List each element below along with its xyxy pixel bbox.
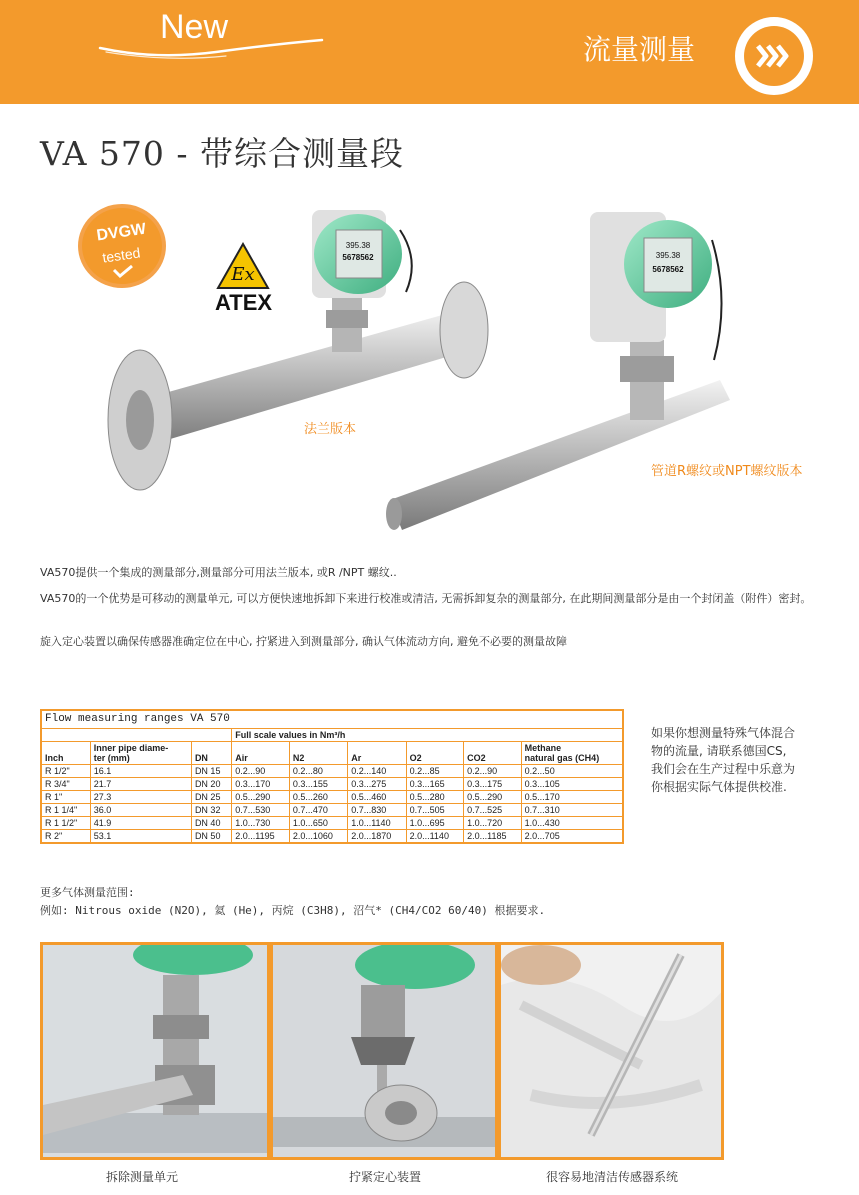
table-cell: 0.7...310 <box>521 803 623 816</box>
photo-centering-device <box>270 942 498 1160</box>
table-caption: Flow measuring ranges VA 570 <box>41 710 623 728</box>
table-cell: 41.9 <box>90 816 191 829</box>
table-row <box>41 777 623 790</box>
table-cell: 1.0...695 <box>406 816 464 829</box>
table-cell: R 1 1/2" <box>41 816 90 829</box>
atex-symbol: Ex <box>231 264 255 285</box>
table-cell: 0.7...530 <box>232 803 290 816</box>
table-column-header: Inch <box>41 741 90 764</box>
table-cell: DN 40 <box>191 816 231 829</box>
table-cell: 1.0...1140 <box>348 816 406 829</box>
table-cell: 0.2...140 <box>348 764 406 777</box>
description-paragraph: VA570提供一个集成的测量部分,测量部分可用法兰版本, 或R /NPT 螺纹.. <box>40 566 397 579</box>
new-badge-text: New <box>160 8 229 46</box>
table-cell: 0.7...830 <box>348 803 406 816</box>
page-header <box>0 0 859 104</box>
table-cell: 0.3...155 <box>289 777 347 790</box>
table-column-header: N2 <box>289 741 347 764</box>
table-cell: R 1 1/4" <box>41 803 90 816</box>
flange-display-line1: 395.38 <box>345 241 371 250</box>
table-cell: R 1" <box>41 790 90 803</box>
table-cell: 1.0...430 <box>521 816 623 829</box>
photo-clean-sensor <box>498 942 724 1160</box>
table-cell: DN 20 <box>191 777 231 790</box>
thread-display-line2: 5678562 <box>652 265 684 274</box>
table-cell: 53.1 <box>90 829 191 843</box>
photo-remove-unit <box>40 942 270 1160</box>
table-row <box>41 790 623 803</box>
chevron-forward-icon[interactable] <box>735 17 813 95</box>
table-cell: 21.7 <box>90 777 191 790</box>
table-column-header: Air <box>232 741 290 764</box>
table-column-header: DN <box>191 741 231 764</box>
table-cell: DN 50 <box>191 829 231 843</box>
table-cell: 1.0...720 <box>464 816 522 829</box>
table-cell: DN 25 <box>191 790 231 803</box>
table-full-scale-label: Full scale values in Nm³/h <box>232 728 623 741</box>
table-cell: 0.3...275 <box>348 777 406 790</box>
table-cell: 0.5...460 <box>348 790 406 803</box>
table-cell: 27.3 <box>90 790 191 803</box>
table-cell: R 3/4" <box>41 777 90 790</box>
table-cell: 0.2...90 <box>464 764 522 777</box>
table-cell: 0.5...290 <box>464 790 522 803</box>
table-row <box>41 829 623 843</box>
section-title: 流量测量 <box>583 33 696 66</box>
table-cell: 0.5...170 <box>521 790 623 803</box>
description-paragraph: 旋入定心装置以确保传感器准确定位在中心, 拧紧进入到测量部分, 确认气体流动方向, 避免不必要的测量故障 <box>40 635 567 648</box>
table-cell: R 1/2" <box>41 764 90 777</box>
more-gases-heading: 更多气体测量范围: <box>40 886 135 899</box>
table-cell: 0.2...85 <box>406 764 464 777</box>
table-column-header: Methane natural gas (CH4) <box>521 741 623 764</box>
description-paragraph: VA570的一个优势是可移动的测量单元, 可以方便快速地拆卸下来进行校准或清洁, 无需拆卸复杂的测量部分, 在此期间测量部分是由一个封闭盖（附件）密封。 <box>40 592 812 605</box>
table-cell: 0.2...50 <box>521 764 623 777</box>
table-cell: 0.5...280 <box>406 790 464 803</box>
flange-caption: 法兰版本 <box>304 422 357 437</box>
table-cell: 2.0...1195 <box>232 829 290 843</box>
flow-range-table <box>40 709 624 844</box>
table-cell: 0.3...105 <box>521 777 623 790</box>
table-cell: DN 32 <box>191 803 231 816</box>
product-illustration <box>40 190 830 550</box>
flange-display-line2: 5678562 <box>342 253 374 262</box>
more-gases <box>40 884 545 920</box>
thread-display-line1: 395.38 <box>655 251 681 260</box>
more-gases-example: 例如: Nitrous oxide (N2O), 氦 (He), 丙烷 (C3H8), 沼气* (CH4/CO2 60/40) 根据要求. <box>40 904 546 917</box>
table-cell: 0.7...470 <box>289 803 347 816</box>
table-cell: 2.0...1060 <box>289 829 347 843</box>
table-cell: 1.0...730 <box>232 816 290 829</box>
table-cell: 0.3...170 <box>232 777 290 790</box>
photo-caption: 拆除测量单元 <box>106 1170 179 1184</box>
table-cell: 0.3...175 <box>464 777 522 790</box>
special-gas-note: 如果你想测量特殊气体混合物的流量, 请联系德国CS, 我们会在生产过程中乐意为你根据实际气体提供校准. <box>651 726 796 794</box>
atex-label: ATEX <box>215 290 273 315</box>
table-cell: 0.7...505 <box>406 803 464 816</box>
table-column-header: Ar <box>348 741 406 764</box>
table-row <box>41 803 623 816</box>
dvgw-tested-label: tested <box>101 244 142 266</box>
table-cell: 1.0...650 <box>289 816 347 829</box>
table-cell: 0.2...90 <box>232 764 290 777</box>
photo-caption: 拧紧定心装置 <box>349 1170 422 1184</box>
table-body <box>41 764 623 843</box>
table-column-header: CO2 <box>464 741 522 764</box>
dvgw-label: DVGW <box>95 220 148 245</box>
table-cell: 16.1 <box>90 764 191 777</box>
table-band-empty <box>41 728 232 741</box>
table-cell: 0.5...260 <box>289 790 347 803</box>
table-header-row <box>41 741 623 764</box>
table-column-header: Inner pipe diame- ter (mm) <box>90 741 191 764</box>
thread-caption: 管道R螺纹或NPT螺纹版本 <box>651 464 803 479</box>
table-cell: DN 15 <box>191 764 231 777</box>
table-row <box>41 816 623 829</box>
thread-version-meter <box>380 200 820 540</box>
table-cell: 2.0...1185 <box>464 829 522 843</box>
page-title: VA 570 - 带综合测量段 <box>40 134 405 173</box>
table-column-header: O2 <box>406 741 464 764</box>
table-cell: 2.0...1140 <box>406 829 464 843</box>
photo-caption: 很容易地清洁传感器系统 <box>546 1170 679 1184</box>
table-row <box>41 764 623 777</box>
table-cell: 0.7...525 <box>464 803 522 816</box>
table-cell: 0.3...165 <box>406 777 464 790</box>
table-cell: R 2" <box>41 829 90 843</box>
table-cell: 0.5...290 <box>232 790 290 803</box>
table-cell: 2.0...705 <box>521 829 623 843</box>
table-cell: 0.2...80 <box>289 764 347 777</box>
table-cell: 2.0...1870 <box>348 829 406 843</box>
table-cell: 36.0 <box>90 803 191 816</box>
